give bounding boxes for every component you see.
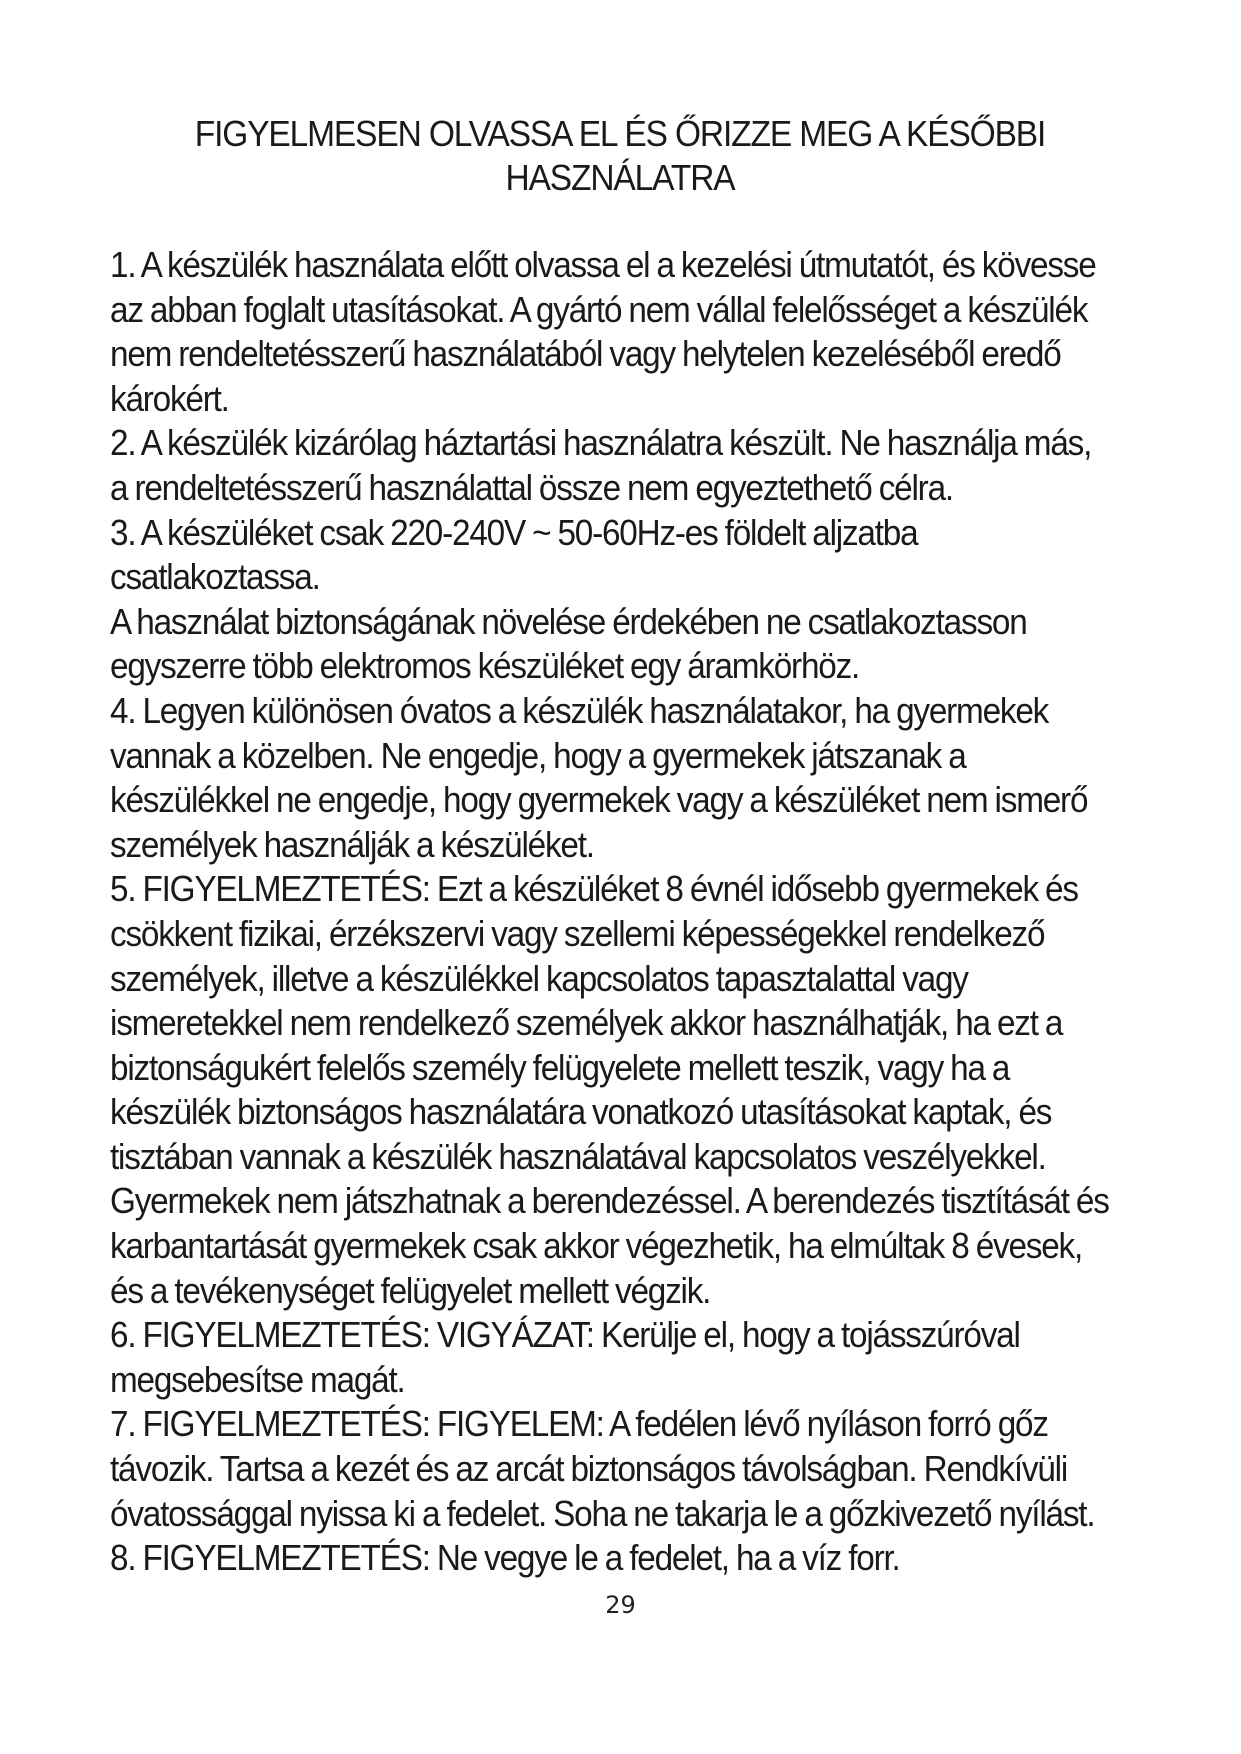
text-line: csatlakoztassa.	[110, 556, 320, 598]
text-line: egyszerre több elektromos készüléket egy áramkörhöz.	[110, 645, 860, 687]
text-line: az abban foglalt utasításokat. A gyártó nem vállal felelősséget a készülék	[110, 288, 1088, 330]
text-line: biztonságukért felelős személy felügyelete mellett teszik, vagy ha a	[110, 1046, 1010, 1088]
page-number: 29	[605, 1591, 636, 1619]
text-line: Gyermekek nem játszhatnak a berendezéssel. A berendezés tisztítását és	[110, 1180, 1109, 1222]
text-line: 7. FIGYELMEZTETÉS: FIGYELEM: A fedélen lévő nyíláson forró gőz	[110, 1403, 1048, 1445]
text-line: karbantartását gyermekek csak akkor végezhetik, ha elmúltak 8 évesek,	[110, 1225, 1083, 1267]
text-line: megsebesítse magát.	[110, 1358, 405, 1400]
text-line: ismeretekkel nem rendelkező személyek akkor használhatják, ha ezt a	[110, 1002, 1063, 1044]
page-title-line: FIGYELMESEN OLVASSA EL ÉS ŐRIZZE MEG A KÉSŐBBI	[194, 113, 1046, 154]
text-line: csökkent fizikai, érzékszervi vagy szellemi képességekkel rendelkező	[110, 912, 1045, 954]
text-line: és a tevékenységet felügyelet mellett végzik.	[110, 1269, 711, 1311]
page-title	[174, 112, 1067, 200]
text-line: távozik. Tartsa a kezét és az arcát biztonságos távolságban. Rendkívüli	[110, 1448, 1068, 1490]
text-line: 1. A készülék használata előtt olvassa el a kezelési útmutatót, és kövesse	[110, 244, 1096, 285]
instruction-6	[110, 1313, 1109, 1402]
instruction-1	[110, 243, 1109, 421]
text-line: tisztában vannak a készülék használatával kapcsolatos veszélyekkel.	[110, 1135, 1046, 1177]
instruction-4	[110, 689, 1109, 867]
text-line: 3. A készüléket csak 220-240V ~ 50-60Hz-es földelt aljzatba	[110, 511, 918, 553]
text-line: nem rendeltetésszerű használatából vagy helytelen kezeléséből eredő	[110, 333, 1061, 375]
text-line: 5. FIGYELMEZTETÉS: Ezt a készüléket 8 évnél idősebb gyermekek és	[110, 868, 1078, 910]
text-line: 6. FIGYELMEZTETÉS: VIGYÁZAT: Kerülje el, hogy a tojásszúróval	[110, 1314, 1020, 1356]
instruction-8	[110, 1536, 1109, 1581]
text-line: A használat biztonságának növelése érdekében ne csatlakoztasson	[110, 600, 1027, 642]
instruction-3-note	[110, 600, 1109, 689]
instruction-7	[110, 1402, 1109, 1536]
instruction-5	[110, 867, 1109, 1313]
instruction-3	[110, 511, 1109, 600]
text-line: készülék biztonságos használatára vonatkozó utasításokat kaptak, és	[110, 1091, 1052, 1133]
page-title-line: HASZNÁLATRA	[505, 157, 735, 198]
text-line: károkért.	[110, 377, 229, 419]
safety-instructions	[110, 243, 1190, 1581]
text-line: személyek, illetve a készülékkel kapcsolatos tapasztalattal vagy	[110, 957, 968, 999]
text-line: személyek használják a készüléket.	[110, 823, 594, 865]
text-line: vannak a közelben. Ne engedje, hogy a gyermekek játszanak a	[110, 734, 966, 776]
instruction-2	[110, 421, 1109, 510]
text-line: a rendeltetésszerű használattal össze nem egyeztethető célra.	[110, 466, 953, 508]
text-line: óvatossággal nyissa ki a fedelet. Soha ne takarja le a gőzkivezető nyílást.	[110, 1492, 1095, 1534]
text-line: 4. Legyen különösen óvatos a készülék használatakor, ha gyermekek	[110, 689, 1049, 731]
text-line: 2. A készülék kizárólag háztartási használatra készült. Ne használja más,	[110, 422, 1092, 464]
text-line: 8. FIGYELMEZTETÉS: Ne vegye le a fedelet, ha a víz forr.	[110, 1537, 900, 1579]
text-line: készülékkel ne engedje, hogy gyermekek vagy a készüléket nem ismerő	[110, 779, 1088, 821]
